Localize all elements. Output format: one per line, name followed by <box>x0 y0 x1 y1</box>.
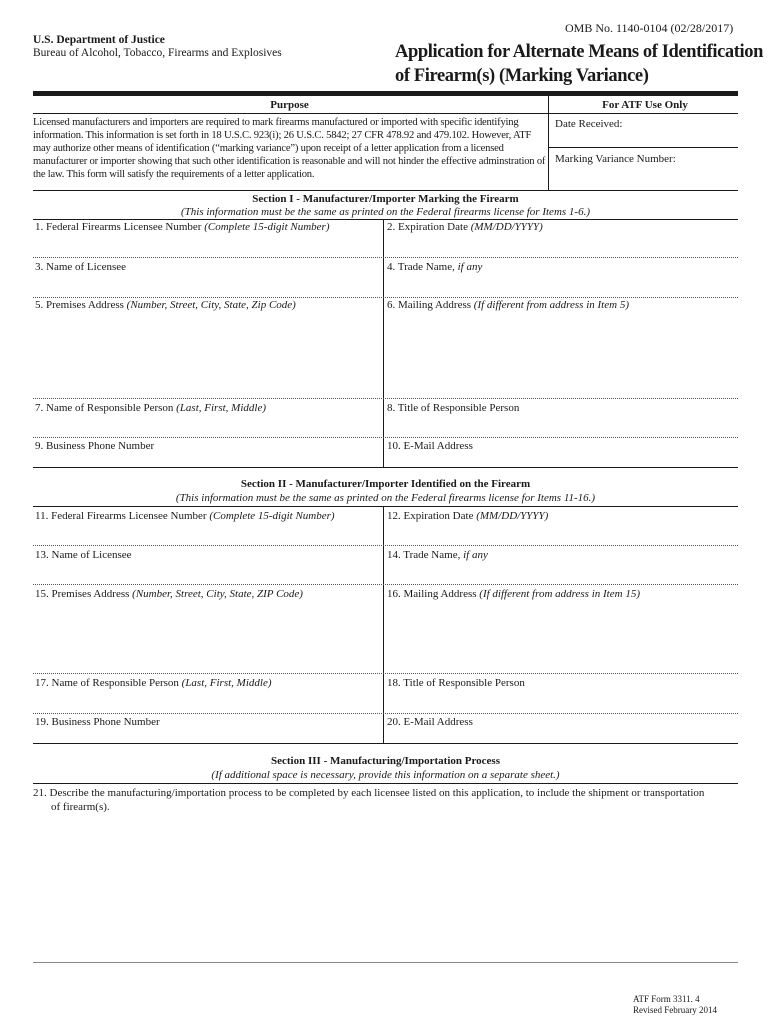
row-separator <box>33 437 738 438</box>
purpose-text: Licensed manufacturers and importers are required to mark firearms manufactured or imported with specific identifying information. This information is set forth in 18 U.S.C. 923(i); 26 U.S.C. 5842; 27 CFR 478.92 and 479.102. However, ATF may authorize other means of identification (“marking variance”) upon receipt of a letter application from a licensed manufacturer or importer showing that such other identification is reasonable and will not hinder the effective adminstration of the law. This form will satisfy the requirements of a letter application. <box>33 117 546 180</box>
item21-process-description[interactable] <box>33 786 733 814</box>
bureau-name: Bureau of Alcohol, Tobacco, Firearms and Explosives <box>33 47 282 59</box>
row-separator <box>33 584 738 585</box>
item21-text: 21. Describe the manufacturing/importation process to be completed by each licensee listed on this application, to include the shipment or transportation <box>33 787 705 799</box>
item17-responsible-person[interactable]: 17. Name of Responsible Person (Last, First, Middle) <box>35 677 272 689</box>
purpose-bottom-rule <box>33 190 738 191</box>
item20-email-address[interactable]: 20. E-Mail Address <box>387 716 473 728</box>
row-separator <box>33 545 738 546</box>
section1-heading: Section I - Manufacturer/Importer Marking the Firearm <box>252 193 519 205</box>
variance-number-label: Marking Variance Number: <box>555 153 676 165</box>
item4-trade-name[interactable]: 4. Trade Name, if any <box>387 261 483 273</box>
form-number: ATF Form 3311. 4 <box>633 994 700 1004</box>
item11-federal-firearms-licensee-number[interactable]: 11. Federal Firearms Licensee Number (Complete 15-digit Number) <box>35 510 335 522</box>
item1-federal-firearms-licensee-number[interactable]: 1. Federal Firearms Licensee Number (Complete 15-digit Number) <box>35 221 330 233</box>
form-title <box>395 40 763 88</box>
row-separator <box>33 713 738 714</box>
item2-expiration-date[interactable]: 2. Expiration Date (MM/DD/YYYY) <box>387 221 543 233</box>
item10-email-address[interactable]: 10. E-Mail Address <box>387 440 473 452</box>
atf-rule-top <box>548 113 738 114</box>
item7-responsible-person[interactable]: 7. Name of Responsible Person (Last, First, Middle) <box>35 402 266 414</box>
row-separator <box>33 673 738 674</box>
omb-number: OMB No. 1140-0104 (02/28/2017) <box>565 21 734 35</box>
section1-top-rule <box>33 219 738 220</box>
section2-heading: Section II - Manufacturer/Importer Identified on the Firearm <box>240 478 531 490</box>
item16-mailing-address[interactable]: 16. Mailing Address (If different from address in Item 15) <box>387 588 640 600</box>
section2-top-rule <box>33 506 738 507</box>
atf-use-heading: For ATF Use Only <box>602 99 688 111</box>
purpose-rule <box>33 113 548 114</box>
atf-rule-mid <box>548 147 738 148</box>
item3-name-of-licensee[interactable]: 3. Name of Licensee <box>35 261 127 273</box>
item15-premises-address[interactable]: 15. Premises Address (Number, Street, City, State, ZIP Code) <box>35 588 303 600</box>
section3-heading: Section III - Manufacturing/Importation Process <box>271 755 500 767</box>
row-separator <box>33 297 738 298</box>
section3-bottom-rule <box>33 962 738 963</box>
item5-premises-address[interactable]: 5. Premises Address (Number, Street, City, State, Zip Code) <box>35 299 296 311</box>
section3-top-rule <box>33 783 738 784</box>
row-separator <box>33 398 738 399</box>
section2-bottom-rule <box>33 743 738 744</box>
date-received-label: Date Received: <box>555 118 623 130</box>
section2-subheading: (This information must be the same as printed on the Federal firearms license for Items 11-16.) <box>175 492 596 504</box>
section1-subheading: (This information must be the same as printed on the Federal firearms license for Items 1-6.) <box>181 206 590 218</box>
section3-subheading: (If additional space is necessary, provide this information on a separate sheet.) <box>211 769 560 781</box>
form-footer <box>633 994 717 1016</box>
item9-business-phone[interactable]: 9. Business Phone Number <box>35 440 155 452</box>
department-name: U.S. Department of Justice <box>33 34 165 46</box>
item13-name-of-licensee[interactable]: 13. Name of Licensee <box>35 549 132 561</box>
item8-title-responsible-person[interactable]: 8. Title of Responsible Person <box>387 402 520 414</box>
revision-date: Revised February 2014 <box>633 1005 717 1015</box>
purpose-atf-divider <box>548 96 549 190</box>
item12-expiration-date[interactable]: 12. Expiration Date (MM/DD/YYYY) <box>387 510 549 522</box>
section2-column-divider <box>383 506 384 743</box>
form-title-line1: Application for Alternate Means of Identification <box>395 42 764 62</box>
item6-mailing-address[interactable]: 6. Mailing Address (If different from address in Item 5) <box>387 299 629 311</box>
item18-title-responsible-person[interactable]: 18. Title of Responsible Person <box>387 677 525 689</box>
item21-text-cont: of firearm(s). <box>51 801 110 813</box>
purpose-heading: Purpose <box>270 99 309 111</box>
header-divider <box>33 91 738 96</box>
item19-business-phone[interactable]: 19. Business Phone Number <box>35 716 160 728</box>
form-title-line2: of Firearm(s) (Marking Variance) <box>395 66 649 86</box>
row-separator <box>33 257 738 258</box>
section1-bottom-rule <box>33 467 738 468</box>
item14-trade-name[interactable]: 14. Trade Name, if any <box>387 549 488 561</box>
